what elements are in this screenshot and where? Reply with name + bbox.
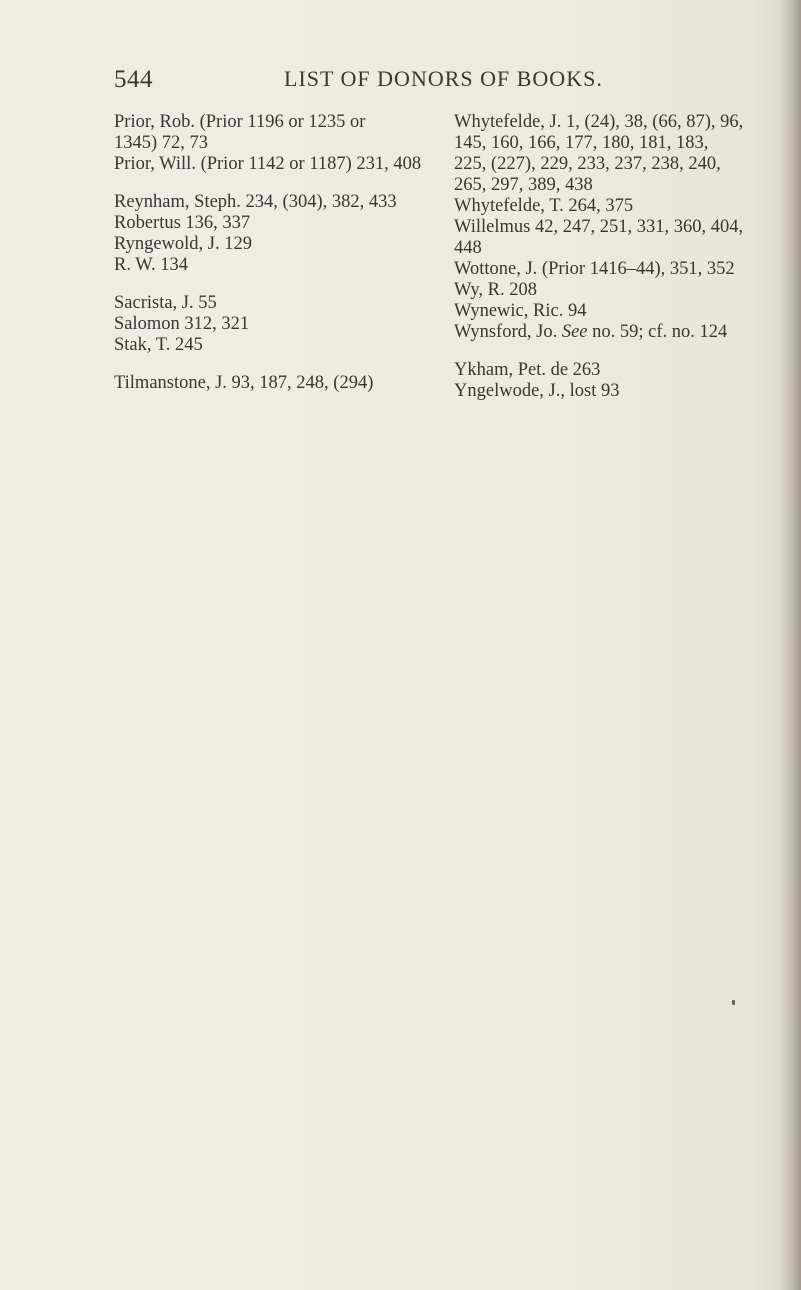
entry-continuation: 1345) 72, 73 <box>114 133 209 153</box>
entry-continuation: 225, (227), 229, 233, 237, 238, 240, <box>454 154 721 174</box>
index-entry <box>114 234 432 255</box>
entry-line: Whytefelde, T. 264, 375 <box>454 196 634 216</box>
entry-line: Ykham, Pet. de 263 <box>454 360 601 380</box>
entry-line: Wottone, J. (Prior 1416–44), 351, 352 <box>454 259 735 279</box>
group-spacer <box>114 356 432 373</box>
index-entry <box>114 192 432 213</box>
index-entry <box>454 301 766 322</box>
entry-line: Robertus 136, 337 <box>114 213 251 233</box>
index-entry <box>454 322 766 343</box>
index-entry <box>114 335 432 356</box>
entry-continuation: 145, 160, 166, 177, 180, 181, 183, <box>454 133 709 153</box>
index-entry <box>114 373 432 394</box>
entry-line: Wynewic, Ric. 94 <box>454 301 587 321</box>
index-entry <box>454 196 766 217</box>
group-spacer <box>114 175 432 192</box>
index-entry <box>454 360 766 381</box>
index-entry <box>114 314 432 335</box>
entry-line: Reynham, Steph. 234, (304), 382, 433 <box>114 192 397 212</box>
page-edge-shadow <box>779 0 801 1290</box>
entry-line: Salomon 312, 321 <box>114 314 250 334</box>
ink-speck <box>732 1000 735 1005</box>
index-entry <box>454 259 766 280</box>
entry-continuation: 265, 297, 389, 438 <box>454 175 593 195</box>
index-entry <box>114 213 432 234</box>
index-entry <box>454 381 766 402</box>
entry-line: Sacrista, J. 55 <box>114 293 217 313</box>
entry-line: Willelmus 42, 247, 251, 331, 360, 404, <box>454 217 744 237</box>
entry-line-start: Wynsford, Jo. <box>454 322 562 342</box>
running-head: LIST OF DONORS OF BOOKS. <box>284 66 603 91</box>
index-entry <box>454 112 766 196</box>
see-reference: See <box>561 322 588 342</box>
entry-line: Tilmanstone, J. 93, 187, 248, (294) <box>114 373 374 393</box>
group-spacer <box>454 343 766 360</box>
index-entry <box>114 112 432 154</box>
index-entry <box>454 217 766 259</box>
entry-line-end: no. 59; cf. no. 124 <box>587 322 728 342</box>
entry-line: Prior, Will. (Prior 1142 or 1187) 231, 408 <box>114 154 422 174</box>
left-column <box>114 112 432 394</box>
index-entry <box>114 255 432 276</box>
group-spacer <box>114 276 432 293</box>
entry-line: Wy, R. 208 <box>454 280 537 300</box>
entry-continuation: 448 <box>454 238 482 258</box>
index-entry <box>454 280 766 301</box>
entry-line: Prior, Rob. (Prior 1196 or 1235 or <box>114 112 366 132</box>
entry-line: Yngelwode, J., lost 93 <box>454 381 620 401</box>
entry-line: Whytefelde, J. 1, (24), 38, (66, 87), 96, <box>454 112 744 132</box>
entry-line: R. W. 134 <box>114 255 189 275</box>
entry-line: Stak, T. 245 <box>114 335 203 355</box>
index-entry <box>114 293 432 314</box>
entry-line: Ryngewold, J. 129 <box>114 234 253 254</box>
right-column <box>454 112 766 402</box>
page-number: 544 <box>114 66 153 93</box>
index-entry <box>114 154 432 175</box>
